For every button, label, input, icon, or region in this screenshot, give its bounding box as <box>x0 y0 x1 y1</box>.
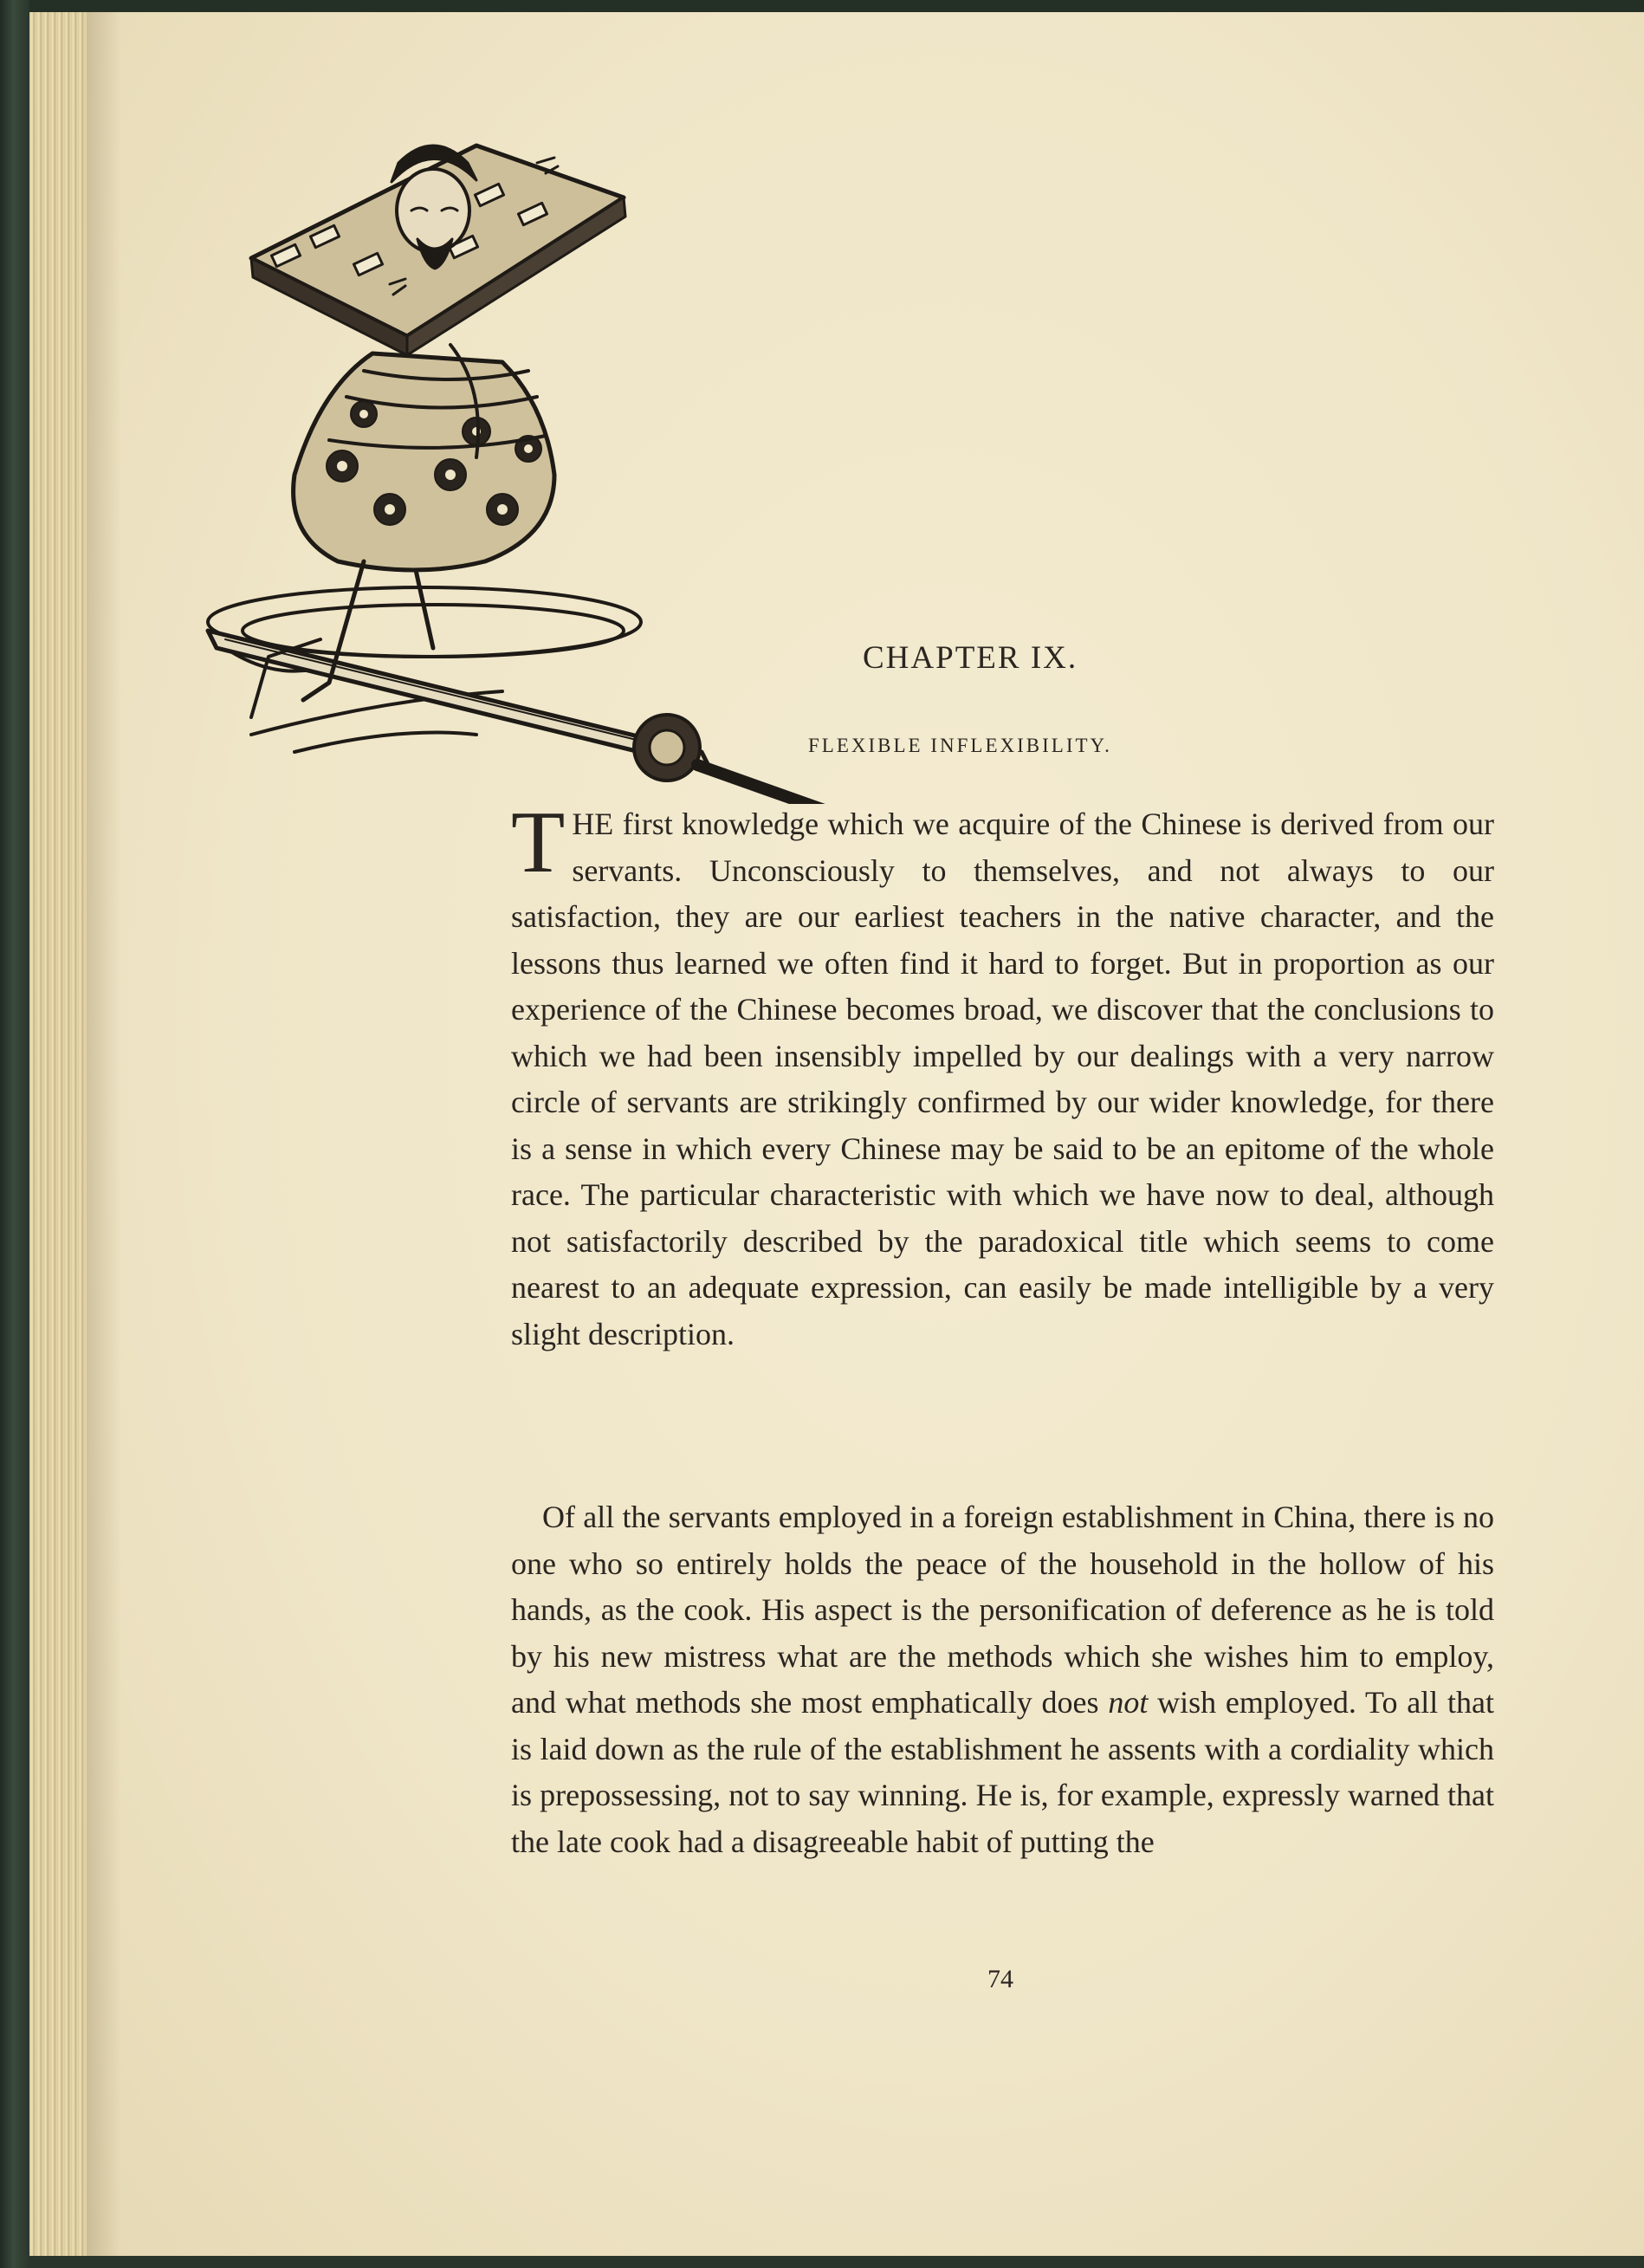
page-number: 74 <box>987 1965 1013 1993</box>
chapter-title: CHAPTER IX. <box>863 640 1078 676</box>
paragraph-1 <box>511 794 1494 1358</box>
drop-cap: T <box>511 794 566 891</box>
chapter-illustration <box>191 128 849 804</box>
paragraph-2-text-after: wish employed. To all that is laid down as the rule of the establishment he assents with a cordiality which is prepossessing, not to say winning. He is, for example, expressly warned that the late cook had a disagreeable habit of putting the <box>511 1685 1495 1859</box>
cover-bottom-edge <box>29 2256 1644 2268</box>
chapter-subtitle: FLEXIBLE INFLEXIBILITY. <box>808 735 1112 756</box>
paragraph-1-text: HE first knowledge which we acquire of the Chinese is derived from our servants. Unconsciously to themselves, and not always to our satisfaction, they are our earliest teachers in the native character, and the lessons thus learned we often find it hard to forget. But in proportion as our experience of the Chinese becomes broad, we discover that the conclusions to which we had been insensibly impelled by our dealings with a very narrow circle of servants are strikingly confirmed by our wider knowledge, for there is a sense in which every Chinese may be said to be an epitome of the whole race. The particular characteristic with which we have now to deal, although not satisfactorily described by the paradoxical title which seems to come nearest to an adequate expression, can easily be made intelligible by a very slight description. <box>511 807 1494 1351</box>
page-edges <box>29 12 92 2261</box>
emphasized-word: not <box>1108 1685 1149 1720</box>
book-binding <box>0 0 29 2268</box>
paragraph-2 <box>511 1494 1494 1865</box>
paragraph-2-text-before: Of all the servants employed in a foreign establishment in China, there is no one who so entirely holds the peace of the household in the hollow of his hands, as the cook. His aspect is the personification of deference as he is told by his new mistress what are the methods which she wishes him to employ, and what methods she most emphatically does <box>511 1500 1494 1720</box>
cover-top-edge <box>29 0 1644 12</box>
gutter-shadow <box>87 12 121 2261</box>
